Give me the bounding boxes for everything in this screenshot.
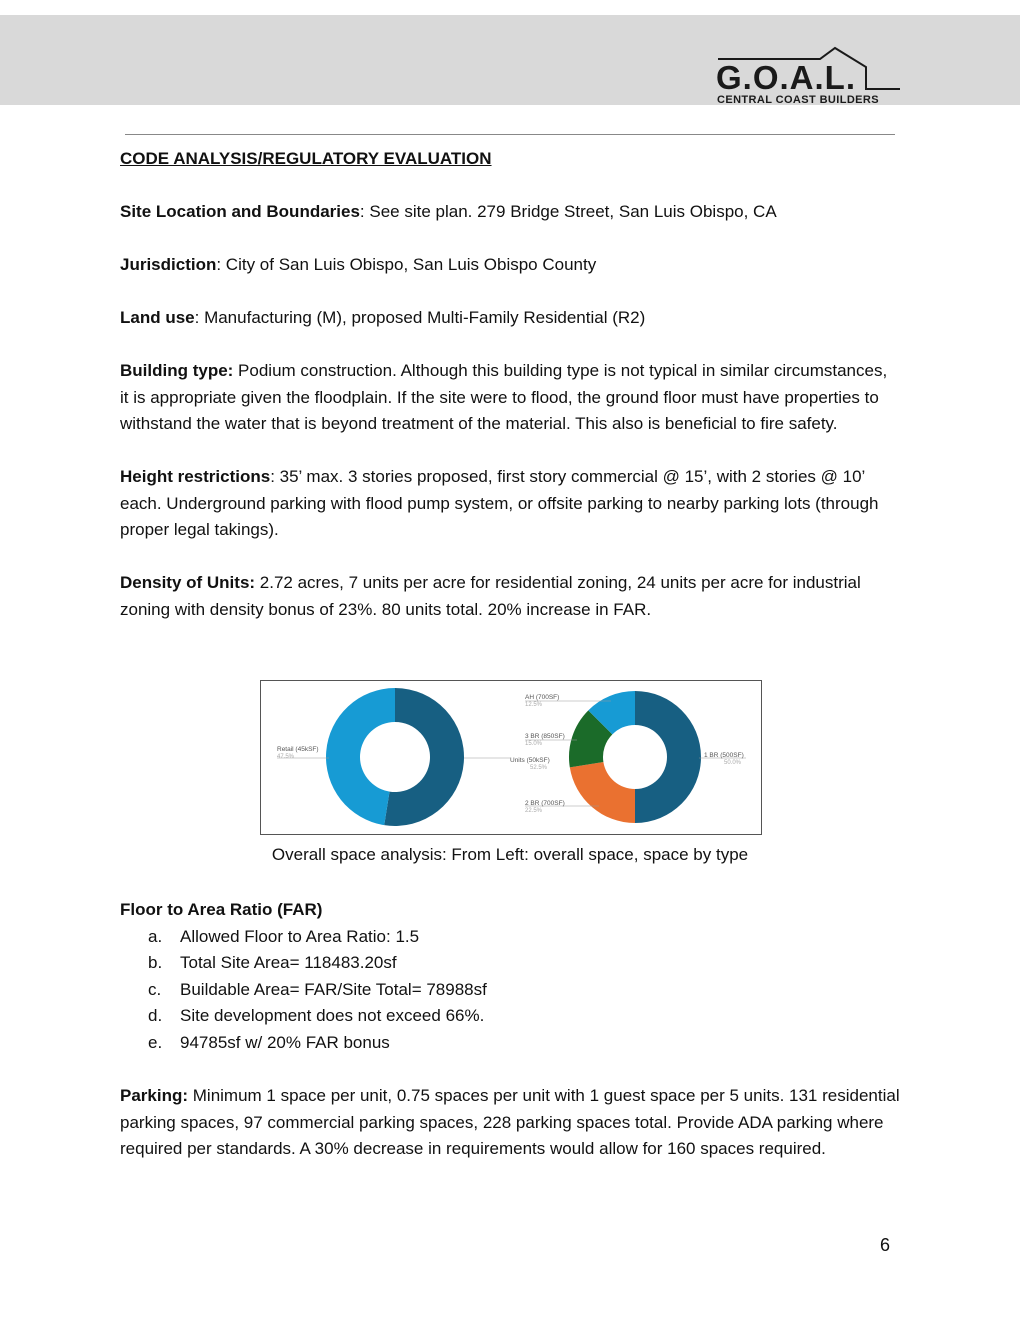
- building-type-text: Podium construction. Although this building type is not typical in similar circumstances, it is appropriate given the floodplain. If the site were to flood, the ground floor must have properties to withstand the water that is beyond treatment of the material. This also is beneficial to fire safety.: [120, 361, 888, 433]
- height-text: : 35’ max. 3 stories proposed, first story commercial @ 15’, with 2 stories @ 10’ each. Underground parking with flood pump system, or offsite parking to nearby parking lots (through proper legal takings).: [120, 467, 879, 539]
- logo-subtitle: CENTRAL COAST BUILDERS: [717, 94, 879, 106]
- far-item-text: 94785sf w/ 20% FAR bonus: [180, 1032, 390, 1052]
- slice-value-label: 22.5%: [525, 808, 543, 814]
- document-body: [120, 146, 900, 623]
- far-item-text: Total Site Area= 118483.20sf: [180, 953, 397, 972]
- slice-value-label: 52.5%: [530, 765, 548, 771]
- section-heading: CODE ANALYSIS/REGULATORY EVALUATION: [120, 149, 492, 168]
- space-analysis-charts: [260, 680, 762, 835]
- far-item-text: Allowed Floor to Area Ratio: 1.5: [180, 926, 420, 946]
- site-location-paragraph: [120, 199, 900, 226]
- building-type-label: Building type:: [120, 361, 234, 380]
- donut-slice: [570, 762, 635, 823]
- donut-slice: [635, 691, 701, 823]
- land-use-paragraph: [120, 305, 900, 332]
- height-paragraph: [120, 464, 900, 544]
- slice-label: Units (50kSF): [510, 757, 550, 764]
- company-logo: [712, 45, 908, 109]
- far-section: [120, 897, 900, 1056]
- site-location-label: Site Location and Boundaries: [120, 202, 360, 221]
- building-type-paragraph: [120, 358, 900, 438]
- header-band: [0, 15, 1020, 105]
- land-use-label: Land use: [120, 308, 195, 327]
- far-item: [120, 1030, 900, 1057]
- page-number: 6: [880, 1235, 891, 1255]
- logo-wordmark: G.O.A.L.: [716, 59, 856, 96]
- slice-value-label: 15.0%: [525, 741, 543, 747]
- list-marker: e.: [148, 1032, 163, 1052]
- slice-label: 3 BR (850SF): [525, 733, 565, 740]
- far-item: [120, 977, 900, 1004]
- density-label: Density of Units:: [120, 573, 256, 592]
- donut-slice: [384, 688, 464, 826]
- parking-text: Minimum 1 space per unit, 0.75 spaces per unit with 1 guest space per 5 units. 131 residential parking spaces, 97 commercial parking spaces, 228 parking spaces total. Provide ADA parking where required per standards. A 30% decrease in requirements would allow for 160 spaces required.: [120, 1086, 900, 1158]
- list-marker: a.: [148, 926, 163, 946]
- far-item-text: Site development does not exceed 66%.: [180, 1006, 485, 1025]
- jurisdiction-paragraph: [120, 252, 900, 279]
- far-list: [120, 924, 900, 1057]
- jurisdiction-text: : City of San Luis Obispo, San Luis Obispo County: [216, 255, 597, 274]
- far-item: [120, 1003, 900, 1030]
- slice-label: Retail (45kSF): [277, 746, 319, 753]
- parking-paragraph: [120, 1083, 900, 1163]
- chart-caption: Overall space analysis: From Left: overall space, space by type: [271, 845, 749, 864]
- far-title: Floor to Area Ratio (FAR): [120, 900, 323, 919]
- density-paragraph: [120, 570, 900, 623]
- list-marker: b.: [148, 953, 163, 972]
- parking-label: Parking:: [120, 1086, 189, 1105]
- site-location-text: : See site plan. 279 Bridge Street, San Luis Obispo, CA: [359, 202, 777, 221]
- slice-label: 1 BR (500SF): [704, 752, 744, 759]
- slice-value-label: 47.5%: [277, 754, 295, 760]
- far-item: [120, 950, 900, 977]
- list-marker: d.: [148, 1006, 163, 1025]
- jurisdiction-label: Jurisdiction: [120, 255, 217, 274]
- far-item-text: Buildable Area= FAR/Site Total= 78988sf: [180, 979, 487, 999]
- height-label: Height restrictions: [120, 467, 271, 486]
- slice-label: AH (700SF): [525, 694, 560, 701]
- land-use-text: : Manufacturing (M), proposed Multi-Family Residential (R2): [194, 308, 646, 327]
- slice-value-label: 50.0%: [724, 760, 742, 766]
- slice-label: 2 BR (700SF): [525, 800, 565, 807]
- density-text: 2.72 acres, 7 units per acre for residential zoning, 24 units per acre for industrial zoning with density bonus of 23%. 80 units total. 20% increase in FAR.: [120, 573, 861, 619]
- far-item: [120, 924, 900, 951]
- header-divider: [125, 134, 895, 135]
- list-marker: c.: [148, 979, 162, 999]
- donut-charts: [261, 681, 761, 834]
- donut-slice: [326, 688, 395, 825]
- slice-value-label: 12.5%: [525, 702, 543, 708]
